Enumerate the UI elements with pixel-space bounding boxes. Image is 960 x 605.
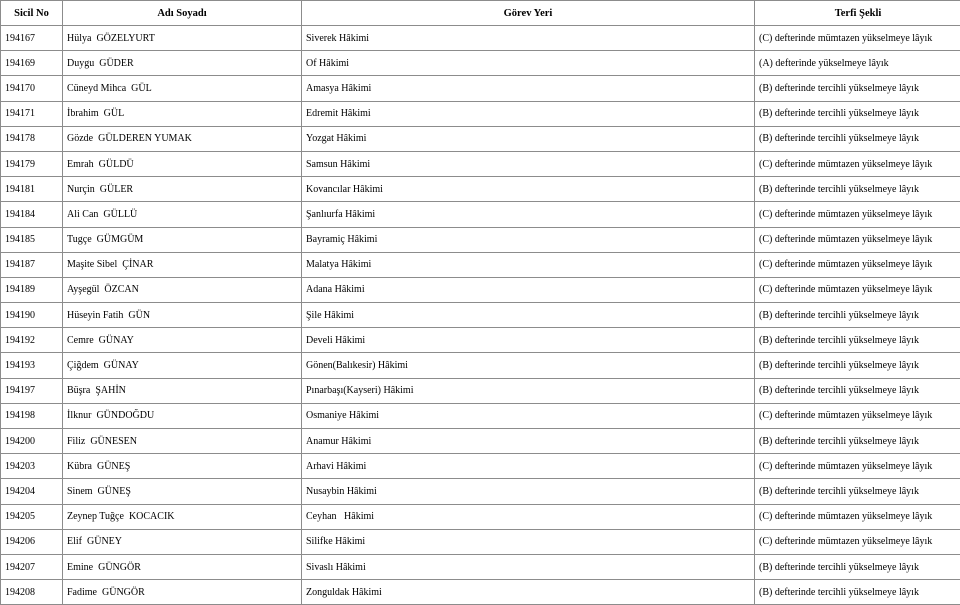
- cell-sicil-no: 194171: [1, 101, 63, 126]
- cell-terfi-sekli: (B) defterinde tercihli yükselmeye lâyık: [755, 479, 960, 504]
- cell-gorev-yeri: Gönen(Balıkesir) Hâkimi: [302, 353, 755, 378]
- cell-adi-soyadi: Ayşegül ÖZCAN: [63, 277, 302, 302]
- cell-gorev-yeri: Adana Hâkimi: [302, 277, 755, 302]
- cell-terfi-sekli: (B) defterinde tercihli yükselmeye lâyık: [755, 429, 960, 454]
- table-row: [1, 101, 960, 126]
- cell-gorev-yeri: Silifke Hâkimi: [302, 529, 755, 554]
- cell-terfi-sekli: (C) defterinde mümtazen yükselmeye lâyık: [755, 252, 960, 277]
- cell-sicil-no: 194189: [1, 277, 63, 302]
- table-row: [1, 26, 960, 51]
- table-row: [1, 76, 960, 101]
- cell-terfi-sekli: (C) defterinde mümtazen yükselmeye lâyık: [755, 454, 960, 479]
- cell-sicil-no: 194206: [1, 529, 63, 554]
- cell-adi-soyadi: Cüneyd Mihca GÜL: [63, 76, 302, 101]
- table-row: [1, 126, 960, 151]
- cell-sicil-no: 194181: [1, 177, 63, 202]
- cell-sicil-no: 194184: [1, 202, 63, 227]
- cell-sicil-no: 194203: [1, 454, 63, 479]
- header-terfi-sekli: Terfi Şekli: [755, 1, 960, 26]
- cell-gorev-yeri: Edremit Hâkimi: [302, 101, 755, 126]
- cell-gorev-yeri: Bayramiç Hâkimi: [302, 227, 755, 252]
- cell-sicil-no: 194178: [1, 126, 63, 151]
- table-row: [1, 429, 960, 454]
- table-row: [1, 454, 960, 479]
- cell-sicil-no: 194169: [1, 51, 63, 76]
- table-row: [1, 177, 960, 202]
- cell-adi-soyadi: Büşra ŞAHİN: [63, 378, 302, 403]
- cell-gorev-yeri: Şile Hâkimi: [302, 303, 755, 328]
- cell-terfi-sekli: (B) defterinde tercihli yükselmeye lâyık: [755, 101, 960, 126]
- cell-sicil-no: 194167: [1, 26, 63, 51]
- cell-adi-soyadi: Filiz GÜNESEN: [63, 429, 302, 454]
- cell-adi-soyadi: Hülya GÖZELYURT: [63, 26, 302, 51]
- cell-adi-soyadi: Cemre GÜNAY: [63, 328, 302, 353]
- table-row: [1, 303, 960, 328]
- cell-terfi-sekli: (C) defterinde mümtazen yükselmeye lâyık: [755, 227, 960, 252]
- cell-adi-soyadi: Sinem GÜNEŞ: [63, 479, 302, 504]
- table-row: [1, 378, 960, 403]
- header-adi-soyadi: Adı Soyadı: [63, 1, 302, 26]
- cell-terfi-sekli: (C) defterinde mümtazen yükselmeye lâyık: [755, 529, 960, 554]
- cell-gorev-yeri: Şanlıurfa Hâkimi: [302, 202, 755, 227]
- cell-gorev-yeri: Pınarbaşı(Kayseri) Hâkimi: [302, 378, 755, 403]
- header-row: [1, 1, 960, 26]
- table-row: [1, 202, 960, 227]
- cell-gorev-yeri: Sivaslı Hâkimi: [302, 554, 755, 579]
- cell-terfi-sekli: (B) defterinde tercihli yükselmeye lâyık: [755, 177, 960, 202]
- cell-adi-soyadi: Emine GÜNGÖR: [63, 554, 302, 579]
- cell-sicil-no: 194204: [1, 479, 63, 504]
- cell-adi-soyadi: Maşite Sibel ÇİNAR: [63, 252, 302, 277]
- cell-sicil-no: 194192: [1, 328, 63, 353]
- table-row: [1, 328, 960, 353]
- cell-gorev-yeri: Of Hâkimi: [302, 51, 755, 76]
- table-row: [1, 554, 960, 579]
- table-row: [1, 227, 960, 252]
- cell-gorev-yeri: Ceyhan Hâkimi: [302, 504, 755, 529]
- table-row: [1, 504, 960, 529]
- table-row: [1, 353, 960, 378]
- cell-terfi-sekli: (B) defterinde tercihli yükselmeye lâyık: [755, 303, 960, 328]
- cell-adi-soyadi: Emrah GÜLDÜ: [63, 151, 302, 176]
- cell-terfi-sekli: (C) defterinde mümtazen yükselmeye lâyık: [755, 151, 960, 176]
- cell-sicil-no: 194208: [1, 580, 63, 605]
- cell-terfi-sekli: (A) defterinde yükselmeye lâyık: [755, 51, 960, 76]
- cell-sicil-no: 194198: [1, 403, 63, 428]
- cell-gorev-yeri: Yozgat Hâkimi: [302, 126, 755, 151]
- cell-gorev-yeri: Develi Hâkimi: [302, 328, 755, 353]
- table-row: [1, 252, 960, 277]
- cell-gorev-yeri: Nusaybin Hâkimi: [302, 479, 755, 504]
- cell-gorev-yeri: Arhavi Hâkimi: [302, 454, 755, 479]
- cell-gorev-yeri: Kovancılar Hâkimi: [302, 177, 755, 202]
- cell-adi-soyadi: İlknur GÜNDOĞDU: [63, 403, 302, 428]
- cell-gorev-yeri: Samsun Hâkimi: [302, 151, 755, 176]
- cell-sicil-no: 194200: [1, 429, 63, 454]
- cell-adi-soyadi: Gözde GÜLDEREN YUMAK: [63, 126, 302, 151]
- cell-adi-soyadi: Elif GÜNEY: [63, 529, 302, 554]
- cell-terfi-sekli: (B) defterinde tercihli yükselmeye lâyık: [755, 580, 960, 605]
- cell-sicil-no: 194170: [1, 76, 63, 101]
- cell-adi-soyadi: Tugçe GÜMGÜM: [63, 227, 302, 252]
- cell-sicil-no: 194207: [1, 554, 63, 579]
- table-row: [1, 479, 960, 504]
- cell-sicil-no: 194185: [1, 227, 63, 252]
- cell-sicil-no: 194187: [1, 252, 63, 277]
- header-sicil-no: Sicil No: [1, 1, 63, 26]
- table-row: [1, 277, 960, 302]
- cell-gorev-yeri: Zonguldak Hâkimi: [302, 580, 755, 605]
- cell-gorev-yeri: Anamur Hâkimi: [302, 429, 755, 454]
- cell-terfi-sekli: (B) defterinde tercihli yükselmeye lâyık: [755, 328, 960, 353]
- cell-terfi-sekli: (C) defterinde mümtazen yükselmeye lâyık: [755, 202, 960, 227]
- cell-adi-soyadi: Kübra GÜNEŞ: [63, 454, 302, 479]
- table-row: [1, 51, 960, 76]
- cell-terfi-sekli: (C) defterinde mümtazen yükselmeye lâyık: [755, 26, 960, 51]
- table-row: [1, 403, 960, 428]
- table-row: [1, 151, 960, 176]
- cell-gorev-yeri: Osmaniye Hâkimi: [302, 403, 755, 428]
- cell-sicil-no: 194205: [1, 504, 63, 529]
- cell-gorev-yeri: Siverek Hâkimi: [302, 26, 755, 51]
- cell-adi-soyadi: Duygu GÜDER: [63, 51, 302, 76]
- cell-gorev-yeri: Amasya Hâkimi: [302, 76, 755, 101]
- cell-terfi-sekli: (C) defterinde mümtazen yükselmeye lâyık: [755, 504, 960, 529]
- cell-adi-soyadi: Zeynep Tuğçe KOCACIK: [63, 504, 302, 529]
- cell-adi-soyadi: İbrahim GÜL: [63, 101, 302, 126]
- cell-gorev-yeri: Malatya Hâkimi: [302, 252, 755, 277]
- table-row: [1, 529, 960, 554]
- cell-adi-soyadi: Çiğdem GÜNAY: [63, 353, 302, 378]
- header-gorev-yeri: Görev Yeri: [302, 1, 755, 26]
- cell-terfi-sekli: (B) defterinde tercihli yükselmeye lâyık: [755, 554, 960, 579]
- cell-sicil-no: 194179: [1, 151, 63, 176]
- cell-terfi-sekli: (B) defterinde tercihli yükselmeye lâyık: [755, 378, 960, 403]
- cell-adi-soyadi: Ali Can GÜLLÜ: [63, 202, 302, 227]
- cell-terfi-sekli: (C) defterinde mümtazen yükselmeye lâyık: [755, 403, 960, 428]
- cell-sicil-no: 194190: [1, 303, 63, 328]
- cell-terfi-sekli: (B) defterinde tercihli yükselmeye lâyık: [755, 126, 960, 151]
- cell-terfi-sekli: (B) defterinde tercihli yükselmeye lâyık: [755, 353, 960, 378]
- cell-adi-soyadi: Fadime GÜNGÖR: [63, 580, 302, 605]
- cell-sicil-no: 194193: [1, 353, 63, 378]
- cell-adi-soyadi: Hüseyin Fatih GÜN: [63, 303, 302, 328]
- table-row: [1, 580, 960, 605]
- cell-terfi-sekli: (B) defterinde tercihli yükselmeye lâyık: [755, 76, 960, 101]
- cell-terfi-sekli: (C) defterinde mümtazen yükselmeye lâyık: [755, 277, 960, 302]
- cell-sicil-no: 194197: [1, 378, 63, 403]
- cell-adi-soyadi: Nurçin GÜLER: [63, 177, 302, 202]
